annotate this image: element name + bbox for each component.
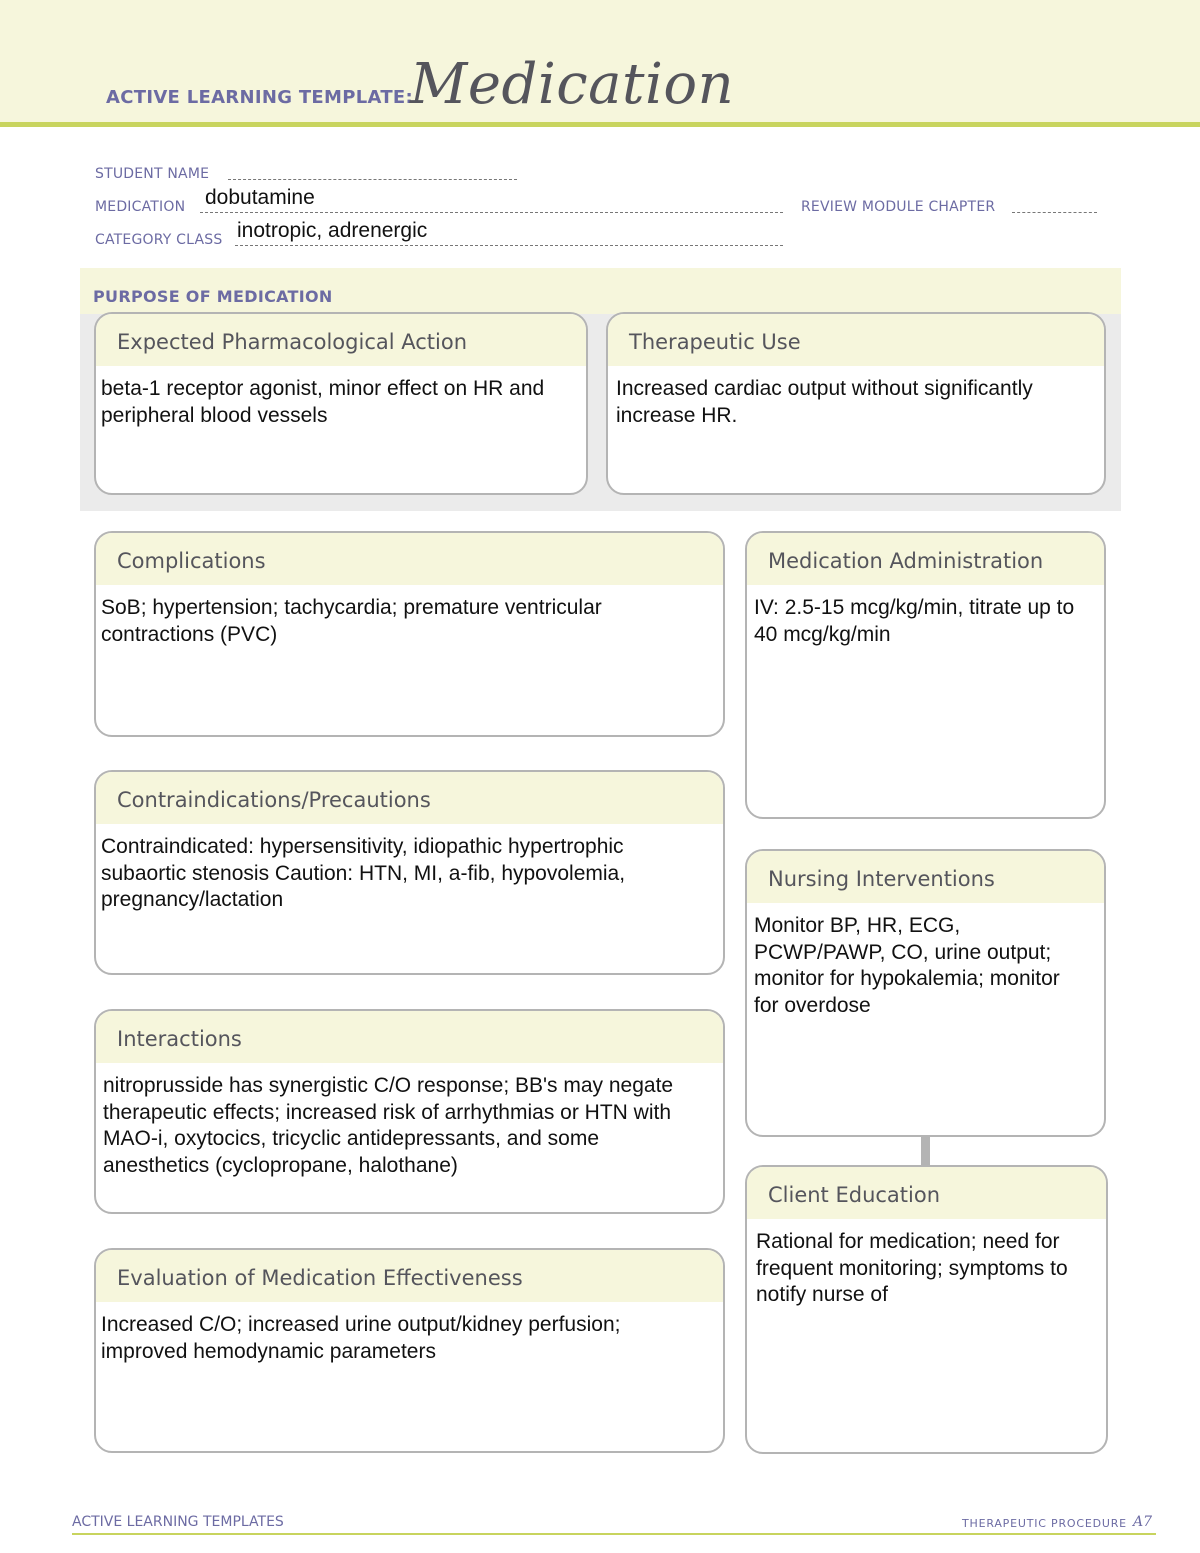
review-module-line[interactable] <box>1012 211 1097 213</box>
interactions-text: nitroprusside has synergistic C/O response; BB's may negate therapeutic effects; increased risk of arrhythmias or HTN with MAO-i, oxytocics, tricyclic antidepressants, and some anesthetics (cyclopropane, halothane) <box>103 1074 674 1177</box>
therapeutic-use-box[interactable] <box>606 312 1106 495</box>
student-name-label: STUDENT NAME <box>95 166 210 182</box>
client-education-heading: Client Education <box>747 1167 1106 1219</box>
client-education-text: Rational for medication; need for frequent monitoring; symptoms to notify nurse of <box>756 1230 1068 1306</box>
category-class-line[interactable] <box>235 244 783 246</box>
nursing-interventions-box[interactable] <box>745 849 1106 1137</box>
medication-line[interactable] <box>200 211 783 213</box>
complications-heading: Complications <box>96 533 723 585</box>
interactions-heading: Interactions <box>96 1011 723 1063</box>
complications-text: SoB; hypertension; tachycardia; premature ventricular contractions (PVC) <box>101 596 602 646</box>
box-connector <box>921 1135 930 1165</box>
footer-divider <box>72 1533 1156 1535</box>
page-title: Medication <box>410 52 735 117</box>
therapeutic-use-text: Increased cardiac output without significantly increase HR. <box>616 377 1033 427</box>
evaluation-heading: Evaluation of Medication Effectiveness <box>96 1250 723 1302</box>
template-label: ACTIVE LEARNING TEMPLATE: <box>106 87 413 108</box>
contraindications-heading: Contraindications/Precautions <box>96 772 723 824</box>
medication-value: dobutamine <box>205 186 315 209</box>
expected-action-text: beta-1 receptor agonist, minor effect on HR and peripheral blood vessels <box>101 377 545 427</box>
administration-text: IV: 2.5-15 mcg/kg/min, titrate up to 40 mcg/kg/min <box>754 596 1075 646</box>
header-divider <box>0 122 1200 127</box>
nursing-interventions-heading: Nursing Interventions <box>747 851 1104 903</box>
nursing-interventions-text: Monitor BP, HR, ECG, PCWP/PAWP, CO, urine output; monitor for hypokalemia; monitor for overdose <box>754 914 1060 1017</box>
expected-action-box[interactable] <box>94 312 588 495</box>
evaluation-box[interactable] <box>94 1248 725 1453</box>
interactions-box[interactable] <box>94 1009 725 1214</box>
category-class-value: inotropic, adrenergic <box>237 219 428 242</box>
administration-heading: Medication Administration <box>747 533 1104 585</box>
student-name-line[interactable] <box>228 178 517 180</box>
client-education-box[interactable] <box>745 1165 1108 1454</box>
expected-action-heading: Expected Pharmacological Action <box>96 314 586 366</box>
administration-box[interactable] <box>745 531 1106 819</box>
contraindications-box[interactable] <box>94 770 725 975</box>
review-module-label: REVIEW MODULE CHAPTER <box>801 199 996 215</box>
footer-right-label: THERAPEUTIC PROCEDURE <box>962 1517 1127 1530</box>
footer-left-label: ACTIVE LEARNING TEMPLATES <box>72 1514 284 1530</box>
therapeutic-use-heading: Therapeutic Use <box>608 314 1104 366</box>
medication-label: MEDICATION <box>95 199 186 215</box>
footer-page-number: A7 <box>1133 1514 1153 1530</box>
contraindications-text: Contraindicated: hypersensitivity, idiopathic hypertrophic subaortic stenosis Caution: HTN, MI, a-fib, hypovolemia, pregnancy/lactation <box>101 835 626 911</box>
evaluation-text: Increased C/O; increased urine output/kidney perfusion; improved hemodynamic parameters <box>101 1313 621 1363</box>
purpose-title: PURPOSE OF MEDICATION <box>93 287 333 306</box>
category-class-label: CATEGORY CLASS <box>95 232 223 248</box>
complications-box[interactable] <box>94 531 725 737</box>
